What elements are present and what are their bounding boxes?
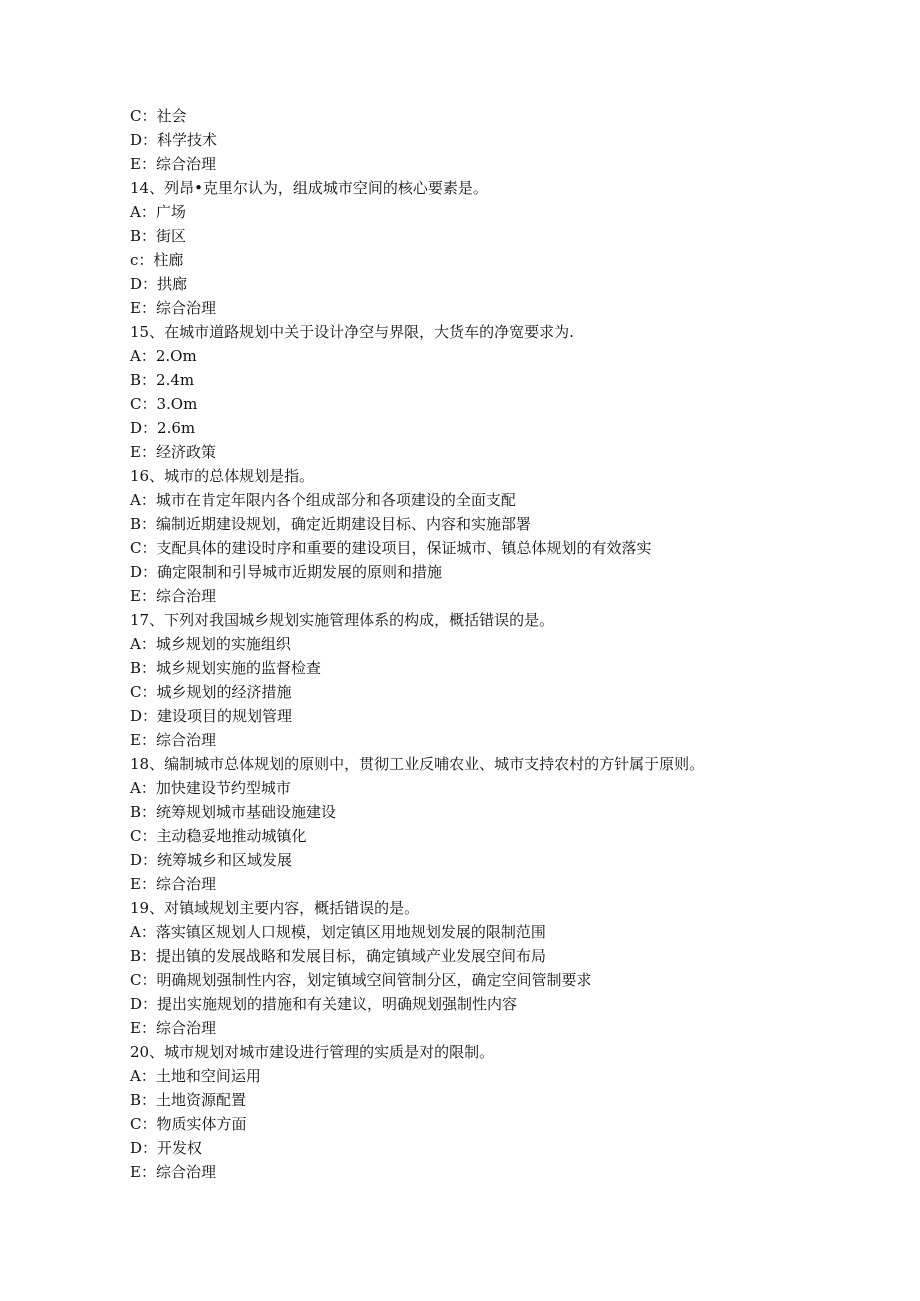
answer-option: E：综合治理 [130, 299, 216, 317]
answer-option: C：城乡规划的经济措施 [130, 683, 292, 701]
answer-option: D：提出实施规划的措施和有关建议，明确规划强制性内容 [130, 995, 518, 1013]
answer-option: C：支配具体的建设时序和重要的建设项目，保证城市、镇总体规划的有效落实 [130, 539, 652, 557]
answer-option: D：2.6m [130, 419, 196, 437]
answer-option: E：综合治理 [130, 587, 216, 605]
answer-option: C：明确规划强制性内容，划定镇域空间管制分区，确定空间管制要求 [130, 971, 592, 989]
question-text: 18、编制城市总体规划的原则中，贯彻工业反哺农业、城市支持农村的方针属于原则。 [130, 755, 705, 773]
document-body [130, 104, 830, 1184]
answer-option: A：城乡规划的实施组织 [130, 635, 291, 653]
answer-option: B：城乡规划实施的监督检查 [130, 659, 322, 677]
answer-option: B：土地资源配置 [130, 1091, 247, 1109]
answer-option: D：拱廊 [130, 275, 188, 293]
answer-option: C：3.Om [130, 395, 198, 413]
answer-option: B：编制近期建设规划，确定近期建设目标、内容和实施部署 [130, 515, 532, 533]
question-text: 19、对镇域规划主要内容，概括错误的是。 [130, 899, 420, 917]
answer-option: B：统筹规划城市基础设施建设 [130, 803, 337, 821]
answer-option: A：城市在肯定年限内各个组成部分和各项建设的全面支配 [130, 491, 516, 509]
answer-option: D：统筹城乡和区域发展 [130, 851, 293, 869]
answer-option: E：综合治理 [130, 875, 216, 893]
answer-option: C：主动稳妥地推动城镇化 [130, 827, 307, 845]
answer-option: A：广场 [130, 203, 186, 221]
answer-option: E：综合治理 [130, 155, 216, 173]
question-text: 16、城市的总体规划是指。 [130, 467, 315, 485]
question-text: 20、城市规划对城市建设进行管理的实质是对的限制。 [130, 1043, 495, 1061]
answer-option: B：2.4m [130, 371, 195, 389]
question-text: 17、下列对我国城乡规划实施管理体系的构成，概括错误的是。 [130, 611, 555, 629]
answer-option: E：经济政策 [130, 443, 216, 461]
answer-option: B：街区 [130, 227, 187, 245]
answer-option: E：综合治理 [130, 1163, 216, 1181]
answer-option: A：2.Om [130, 347, 197, 365]
answer-option: C：社会 [130, 107, 187, 125]
question-text: 14、列昂•克里尔认为，组成城市空间的核心要素是。 [130, 179, 488, 197]
answer-option: D：科学技术 [130, 131, 218, 149]
answer-option: E：综合治理 [130, 1019, 216, 1037]
answer-option: E：综合治理 [130, 731, 216, 749]
answer-option: A：加快建设节约型城市 [130, 779, 291, 797]
answer-option: A：土地和空间运用 [130, 1067, 261, 1085]
answer-option: D：确定限制和引导城市近期发展的原则和措施 [130, 563, 443, 581]
answer-option: D：开发权 [130, 1139, 203, 1157]
question-text: 15、在城市道路规划中关于设计净空与界限，大货车的净宽要求为. [130, 323, 574, 341]
answer-option: A：落实镇区规划人口规模，划定镇区用地规划发展的限制范围 [130, 923, 546, 941]
answer-option: D：建设项目的规划管理 [130, 707, 293, 725]
answer-option: B：提出镇的发展战略和发展目标，确定镇域产业发展空间布局 [130, 947, 547, 965]
answer-option: c：柱廊 [130, 251, 184, 269]
answer-option: C：物质实体方面 [130, 1115, 247, 1133]
